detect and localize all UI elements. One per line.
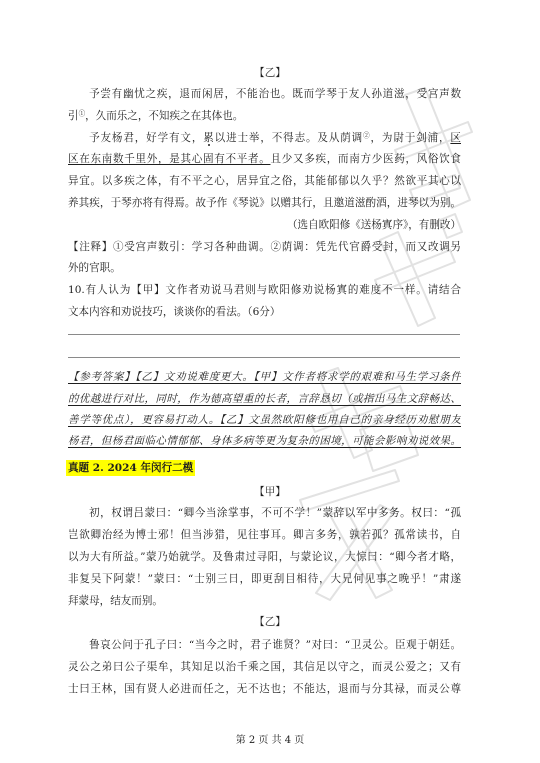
passage-line [68,106,461,128]
passage-line: 岂欲卿治经为博士邪！但当涉猎，见往事耳。卿言多务，孰若孤？孤常读书，自 [68,529,461,541]
passage-body-yi-2 [68,634,461,700]
annotation-block [68,237,461,281]
passage-body-jia [68,502,461,612]
passage-text: 引 [68,109,79,122]
passage-line: 以为大有所益。”蒙乃始就学。及鲁肃过寻阳，与蒙论议，大惊曰：“卿今者才略， [68,551,461,563]
passage-line: 初，权谓吕蒙曰：“卿今当涂掌事，不可不学！”蒙辞以军中多务。权曰：“孤 [89,507,461,519]
question-block [68,280,461,324]
passage-line: 灵公之弟曰公子渠牟，其知足以治千乘之国，其信足以守之，而灵公爱之；又有 [68,661,461,673]
source-block [68,215,461,237]
reference-answer [68,367,461,452]
passage-line: 养其疾，于琴亦将有得焉。故予作《琴说》以赠其行，且邀道滋酌酒，进琴以为别。 [68,196,461,209]
reference-answer-line: 杨君，但杨君面临心情郁郁、身体多病等更为复杂的困境，可能会影响劝说效果。 [68,434,461,447]
passage-heading-yi: 【乙】 [254,616,286,628]
passage-line: 非复吴下阿蒙！”蒙曰：“士别三日，即更刮目相待，大兄何见事之晚乎！”肃遂 [68,573,461,585]
passage-line: 鲁哀公问于孔子曰：“当今之时，君子谁贤？”对曰：“卫灵公。臣观于朝廷。 [89,639,461,651]
passage-line: 异宜。以多疾之体，有不平之心，居异宜之俗，其能郁郁以久乎？然欲平其心以 [68,175,461,188]
footnote-marker: ② [363,131,371,139]
emphasis-dot-char: 累 [203,131,215,144]
annotation-line: 外的官职。 [68,262,121,275]
passage-line: 士曰王林，国有贤人必进而任之，无不达也；不能达，退而与分其禄，而灵公尊 [68,683,461,695]
passage-line [68,128,461,150]
source-citation: （选自欧阳修《送杨寘序》，有删改） [286,218,461,231]
section-heading: 真题 2. 2024 年闵行二模 [68,462,194,474]
passage-line: 拜蒙母，结友而别。 [68,595,163,607]
passage-heading-jia: 【甲】 [254,486,286,498]
passage-text: ，为尉于剑浦， [370,131,451,144]
passage-text: 予友杨君，好学有文， [89,131,204,144]
reference-answer-line: 善学等优点），更容易打动人。【乙】文虽然欧阳修也用自己的亲身经历劝慰朋友 [68,413,461,426]
question-line: 10.有人认为【甲】文作者劝说马君则与欧阳修劝说杨寘的难度不一样。请结合 [68,284,461,297]
footnote-marker: ① [78,109,86,118]
page-footer: 第 2 页 共 4 页 [235,735,305,746]
underlined-text: 区在东南数千里外，是其心固有不平者。 [68,153,271,166]
passage-text: ，久而乐之，不知疾之在其体也。 [85,109,244,122]
answer-rule-line [68,334,460,335]
passage-text: 以进士举，不得志。及从荫调 [214,131,364,144]
passage-line: 予尝有幽忧之疾，退而闲居，不能治也。既而学琴于友人孙道滋，受宫声数 [89,88,461,100]
question-line: 文本内容和劝说技巧，谈谈你的看法。（6分） [68,305,281,318]
reference-answer-line: 【参考答案】【乙】文劝说难度更大。【甲】文作者将求学的艰难和马生学习条件 [68,371,461,384]
passage-text: 且少又多疾，而南方少医药，风俗饮食 [270,153,461,166]
reference-answer-line: 的优越进行对比，同时，作为德高望重的长者，言辞恳切（或指出马生文辞畅达、 [68,392,461,405]
underlined-text: 区 [450,131,461,144]
passage-line [68,149,461,171]
annotation-line: 【注释】①受宫声数引：学习各种曲调。②荫调：凭先代官爵受封，而又改调另 [68,240,461,253]
answer-rule-line [68,357,460,358]
passage-body-yi [68,84,461,215]
passage-heading-yi: 【乙】 [254,67,286,79]
